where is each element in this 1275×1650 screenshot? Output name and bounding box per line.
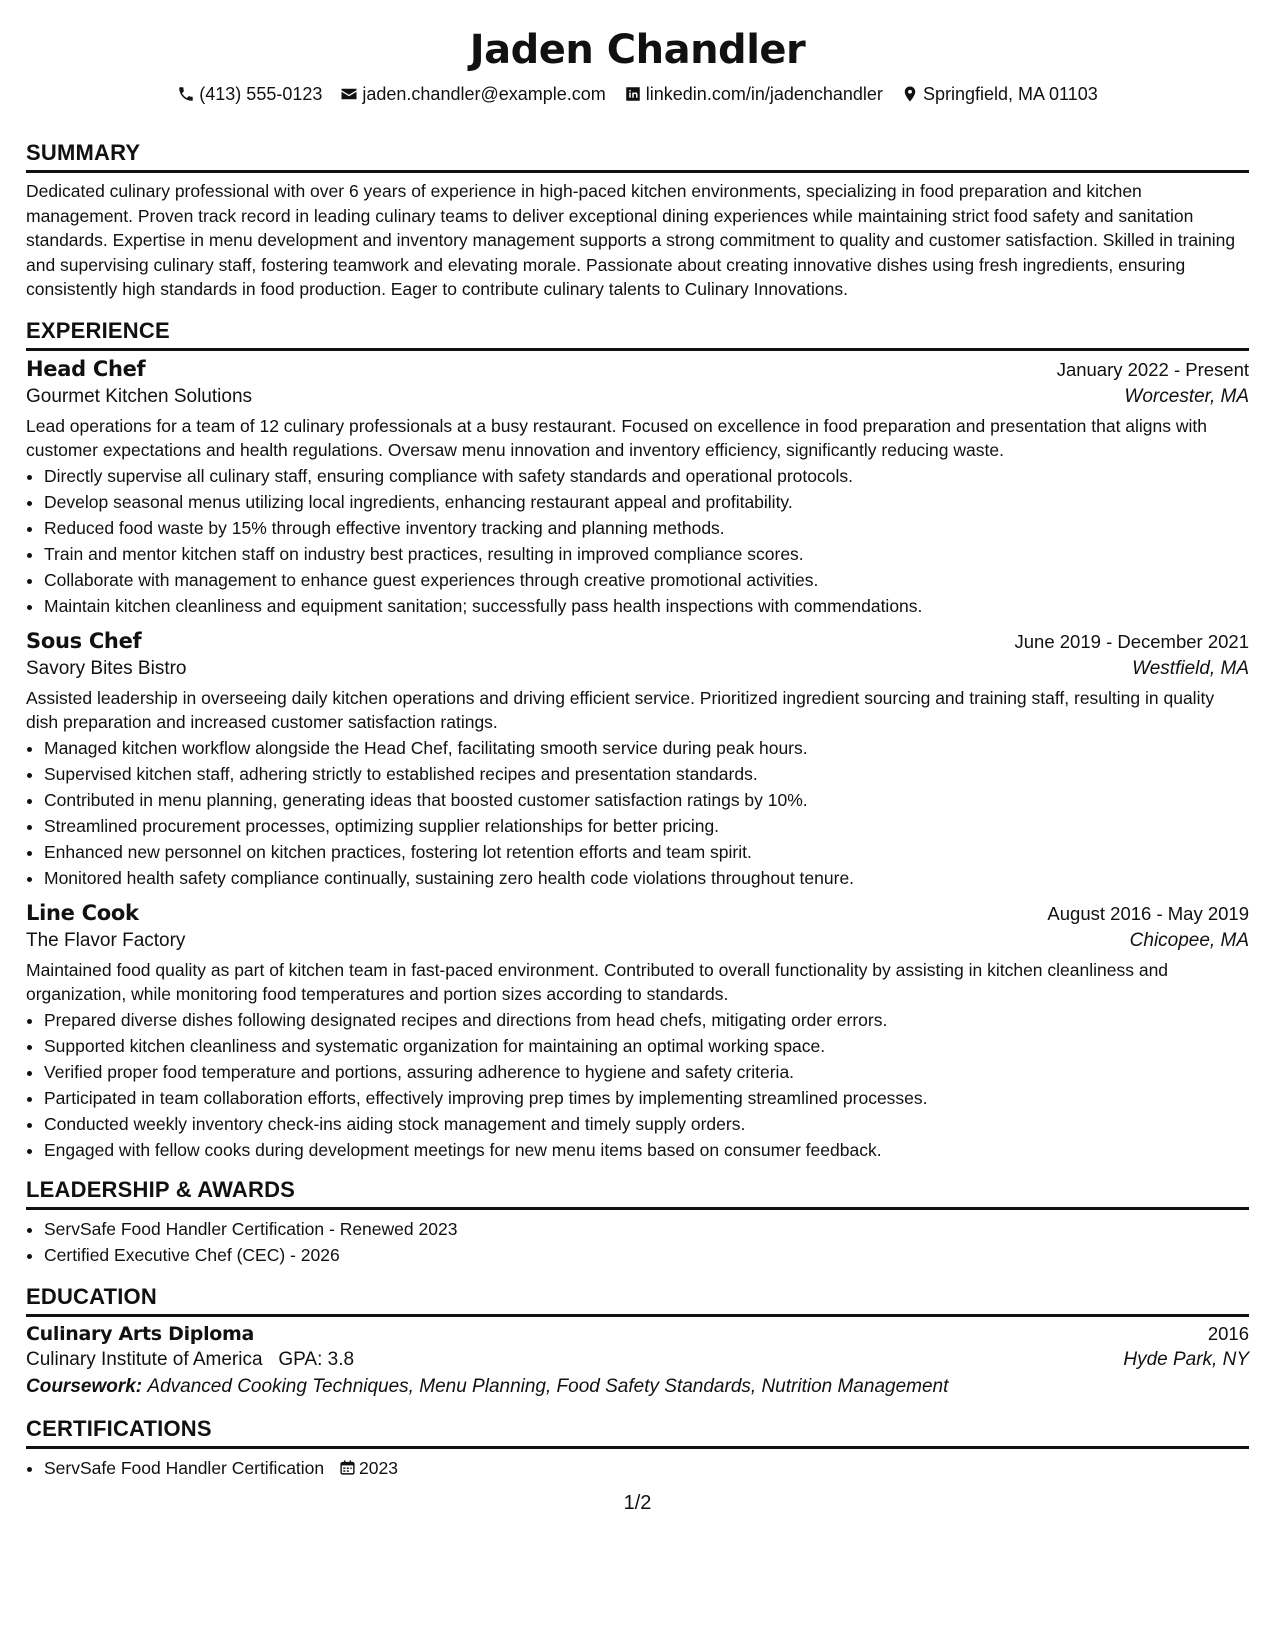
company-name: Savory Bites Bistro [26,657,187,679]
job-entry [26,357,1249,619]
education-location: Hyde Park, NY [1123,1348,1249,1370]
job-title: Head Chef [26,356,146,381]
list-item: • Prepared diverse dishes following designated recipes and directions from head chefs, mitigating order errors. [44,1007,1249,1033]
location-text: Springfield, MA 01103 [922,84,1098,104]
job-description: Assisted leadership in overseeing daily kitchen operations and driving efficient service. Prioritized ingredient sourcing and training staff, resulting in quality dish preparation and increased customer satisfaction ratings. [26,687,1215,732]
coursework-line [26,1376,1249,1398]
list-item: • Contributed in menu planning, generating ideas that boosted customer satisfaction ratings by 10%. [44,787,1249,813]
list-item: • ServSafe Food Handler Certification - Renewed 2023 [44,1216,1249,1242]
company-name: Gourmet Kitchen Solutions [26,385,253,407]
section-title-certifications: CERTIFICATIONS [26,1416,1249,1449]
degree-name: Culinary Arts Diploma [26,1322,255,1345]
job-bullets [26,735,1249,891]
resume-page [26,0,1249,1481]
job-bullets [26,463,1249,619]
contact-linkedin[interactable] [624,82,883,106]
contact-bar [26,82,1249,106]
page-number: 1/2 [623,1492,652,1514]
job-location: Westfield, MA [1132,657,1249,679]
job-title: Sous Chef [26,628,142,653]
linkedin-text: linkedin.com/in/jadenchandler [645,84,883,104]
job-title: Line Cook [26,900,139,925]
job-dates: January 2022 - Present [1056,358,1249,380]
calendar-icon [339,1459,356,1476]
list-item: • Verified proper food temperature and portions, assuring adherence to hygiene and safety criteria. [44,1059,1249,1085]
certification-year: 2023 [359,1457,398,1478]
list-item: • Certified Executive Chef (CEC) - 2026 [44,1242,1249,1268]
job-dates: June 2019 - December 2021 [1014,630,1249,652]
list-item [44,1455,1249,1481]
list-item: • Managed kitchen workflow alongside the Head Chef, facilitating smooth service during peak hours. [44,735,1249,761]
list-item: • Engaged with fellow cooks during development meetings for new menu items based on consumer feedback. [44,1137,1249,1163]
map-pin-icon [901,85,919,103]
envelope-icon [340,85,358,103]
list-item: • Conducted weekly inventory check-ins aiding stock management and timely supply orders. [44,1111,1249,1137]
gpa-text: GPA: 3.8 [278,1348,355,1370]
summary-section [26,140,1249,302]
candidate-name: Jaden Chandler [469,27,806,73]
contact-email[interactable] [340,82,605,106]
linkedin-icon [624,85,642,103]
list-item: • Participated in team collaboration efforts, effectively improving prep times by implementing streamlined processes. [44,1085,1249,1111]
job-description: Maintained food quality as part of kitchen team in fast-paced environment. Contributed to overall functionality by assisting in kitchen cleanliness and organization, while monitoring food temperatures and portion sizes according to standards. [26,959,1169,1004]
phone-text: (413) 555-0123 [199,84,323,104]
list-item: • Supervised kitchen staff, adhering strictly to established recipes and presentation standards. [44,761,1249,787]
list-item: • Supported kitchen cleanliness and systematic organization for maintaining an optimal working space. [44,1033,1249,1059]
company-name: The Flavor Factory [26,929,186,951]
certifications-section [26,1416,1249,1481]
list-item: • Streamlined procurement processes, optimizing supplier relationships for better pricing. [44,813,1249,839]
email-text: jaden.chandler@example.com [362,84,606,104]
summary-text: Dedicated culinary professional with over 6 years of experience in high-paced kitchen environments, specializing in food preparation and kitchen management. Proven track record in leading culinary teams to deliver exceptional dining experiences while maintaining strict food safety and sanitation standards. Expertise in menu development and inventory management supports a strong commitment to quality and customer satisfaction. Skilled in training and supervising culinary staff, fostering teamwork and elevating morale. Passionate about creating innovative dishes using fresh ingredients, ensuring consistently high standards in food production. Eager to contribute culinary talents to Culinary Innovations. [26,181,1236,299]
list-item: • Maintain kitchen cleanliness and equipment sanitation; successfully pass health inspections with commendations. [44,593,1249,619]
list-item: • Monitored health safety compliance continually, sustaining zero health code violations throughout tenure. [44,865,1249,891]
section-title-education: EDUCATION [26,1284,1249,1317]
job-entry [26,629,1249,891]
list-item: • Collaborate with management to enhance guest experiences through creative promotional activities. [44,567,1249,593]
job-description: Lead operations for a team of 12 culinary professionals at a busy restaurant. Focused on excellence in food preparation and presentation that aligns with customer expectations and health regulations. Oversaw menu innovation and inventory efficiency, significantly reducing waste. [26,415,1208,460]
certifications-list [26,1455,1249,1481]
contact-location [901,82,1098,106]
list-item: • Enhanced new personnel on kitchen practices, fostering lot retention efforts and team spirit. [44,839,1249,865]
list-item: • Reduced food waste by 15% through effective inventory tracking and planning methods. [44,515,1249,541]
list-item: • Develop seasonal menus utilizing local ingredients, enhancing restaurant appeal and profitability. [44,489,1249,515]
education-section [26,1284,1249,1398]
certification-name: ServSafe Food Handler Certification [44,1457,325,1478]
job-location: Worcester, MA [1124,385,1249,407]
school-name: Culinary Institute of America [26,1348,263,1370]
coursework-text: Advanced Cooking Techniques, Menu Planning, Food Safety Standards, Nutrition Management [147,1375,949,1397]
contact-phone [177,82,322,106]
education-year: 2016 [1207,1322,1249,1344]
coursework-label: Coursework: [26,1375,143,1397]
job-entry [26,901,1249,1163]
section-title-experience: EXPERIENCE [26,318,1249,351]
phone-icon [177,85,195,103]
leadership-section [26,1177,1249,1268]
leadership-list [26,1216,1249,1268]
section-title-leadership: LEADERSHIP & AWARDS [26,1177,1249,1210]
job-bullets [26,1007,1249,1163]
section-title-summary: SUMMARY [26,140,1249,173]
list-item: • Train and mentor kitchen staff on industry best practices, resulting in improved compliance scores. [44,541,1249,567]
job-dates: August 2016 - May 2019 [1047,902,1249,924]
job-location: Chicopee, MA [1129,929,1249,951]
experience-section [26,318,1249,1163]
list-item: • Directly supervise all culinary staff, ensuring compliance with safety standards and operational protocols. [44,463,1249,489]
